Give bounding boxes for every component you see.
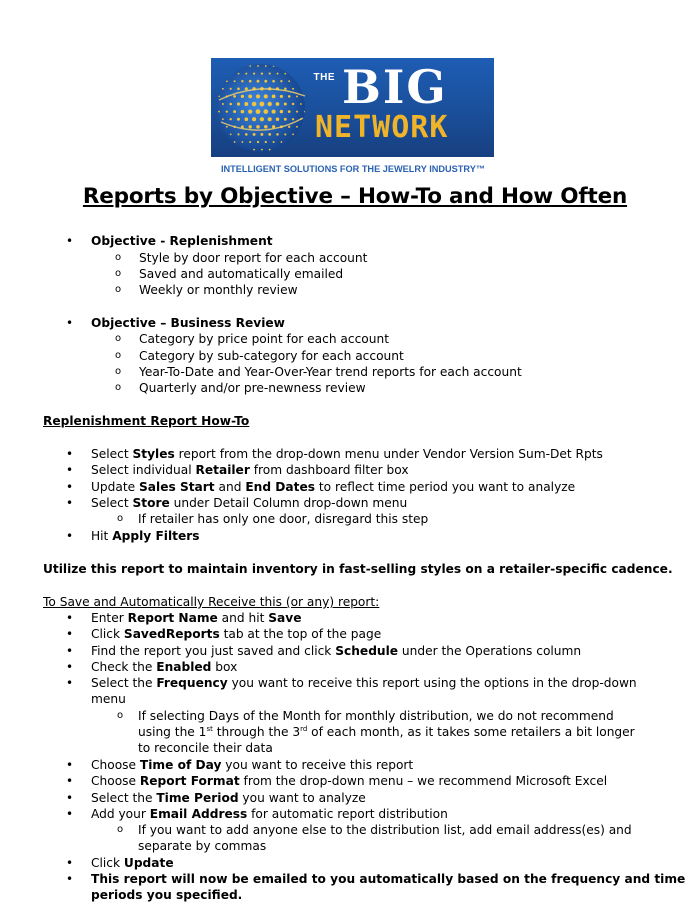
section-heading: To Save and Automatically Receive this (or any) report: xyxy=(43,595,380,609)
bullet-icon: • xyxy=(66,447,74,461)
utilize-note: Utilize this report to maintain inventory in fast-selling styles on a retailer-specific cadence. xyxy=(43,562,673,576)
circle-bullet-icon: o xyxy=(115,268,122,279)
bullet-icon: • xyxy=(66,872,74,886)
bullet-icon: • xyxy=(66,234,74,248)
list-item: Style by door report for each account xyxy=(139,251,368,265)
circle-bullet-icon: o xyxy=(115,333,122,344)
final-note: This report will now be emailed to you automatically based on the frequency and time xyxy=(91,872,686,886)
logo-big: BIG xyxy=(342,60,448,114)
bullet-icon: • xyxy=(66,496,74,510)
circle-bullet-icon: o xyxy=(117,513,124,524)
step-item: Choose Report Format from the drop-down menu – we recommend Microsoft Excel xyxy=(91,774,608,788)
sub-step-item: If retailer has only one door, disregard this step xyxy=(138,512,429,526)
bullet-icon: • xyxy=(66,529,74,543)
step-item: Select the Frequency you want to receive this report using the options in the drop-down xyxy=(91,676,637,690)
step-item: Choose Time of Day you want to receive this report xyxy=(91,758,414,772)
step-item: Hit Apply Filters xyxy=(91,529,200,543)
step-item: Find the report you just saved and click Schedule under the Operations column xyxy=(91,644,582,658)
big-network-logo xyxy=(211,58,494,157)
circle-bullet-icon: o xyxy=(117,824,124,835)
objective-heading: Objective - Replenishment xyxy=(91,234,273,248)
list-item: Category by sub-category for each account xyxy=(139,349,404,363)
page-title: Reports by Objective – How-To and How Often xyxy=(82,184,628,209)
sub-step-item: If you want to add anyone else to the distribution list, add email address(es) and xyxy=(138,823,632,837)
circle-bullet-icon: o xyxy=(115,366,122,377)
circle-bullet-icon: o xyxy=(115,284,122,295)
step-item: Click Update xyxy=(91,856,174,870)
bullet-icon: • xyxy=(66,774,74,788)
list-item: Saved and automatically emailed xyxy=(139,267,344,281)
bullet-icon: • xyxy=(66,807,74,821)
step-item: Select the Time Period you want to analyze xyxy=(91,791,366,805)
objective-heading: Objective – Business Review xyxy=(91,316,285,330)
final-note-continued: periods you specified. xyxy=(91,888,243,902)
step-item: Select individual Retailer from dashboard filter box xyxy=(91,463,409,477)
globe-icon xyxy=(213,60,313,155)
sub-step-item-continued: to reconcile their data xyxy=(138,741,273,755)
step-item: Select Store under Detail Column drop-down menu xyxy=(91,496,408,510)
bullet-icon: • xyxy=(66,627,74,641)
step-item-continued: menu xyxy=(91,692,126,706)
circle-bullet-icon: o xyxy=(117,710,124,721)
bullet-icon: • xyxy=(66,758,74,772)
bullet-icon: • xyxy=(66,463,74,477)
logo-network: NETWORK xyxy=(315,110,449,145)
sub-step-item: If selecting Days of the Month for monthly distribution, we do not recommend xyxy=(138,709,614,723)
logo-the: THE xyxy=(313,72,335,83)
circle-bullet-icon: o xyxy=(115,382,122,393)
section-heading: Replenishment Report How-To xyxy=(43,414,250,428)
logo-tagline: INTELLIGENT SOLUTIONS FOR THE JEWELRY INDUSTRY™ xyxy=(220,164,486,174)
bullet-icon: • xyxy=(66,660,74,674)
sub-step-item-continued: separate by commas xyxy=(138,839,267,853)
bullet-icon: • xyxy=(66,480,74,494)
step-item: Click SavedReports tab at the top of the page xyxy=(91,627,382,641)
list-item: Category by price point for each account xyxy=(139,332,389,346)
list-item: Year-To-Date and Year-Over-Year trend reports for each account xyxy=(139,365,522,379)
bullet-icon: • xyxy=(66,676,74,690)
list-item: Weekly or monthly review xyxy=(139,283,298,297)
step-item: Enter Report Name and hit Save xyxy=(91,611,302,625)
bullet-icon: • xyxy=(66,316,74,330)
step-item: Select Styles report from the drop-down menu under Vendor Version Sum-Det Rpts xyxy=(91,447,603,461)
step-item: Check the Enabled box xyxy=(91,660,238,674)
sub-step-item-continued: using the 1st through the 3rd of each month, as it takes some retailers a bit longer xyxy=(138,724,635,739)
bullet-icon: • xyxy=(66,611,74,625)
bullet-icon: • xyxy=(66,791,74,805)
step-item: Update Sales Start and End Dates to reflect time period you want to analyze xyxy=(91,480,576,494)
circle-bullet-icon: o xyxy=(115,350,122,361)
circle-bullet-icon: o xyxy=(115,252,122,263)
bullet-icon: • xyxy=(66,644,74,658)
step-item: Add your Email Address for automatic report distribution xyxy=(91,807,448,821)
list-item: Quarterly and/or pre-newness review xyxy=(139,381,366,395)
bullet-icon: • xyxy=(66,856,74,870)
